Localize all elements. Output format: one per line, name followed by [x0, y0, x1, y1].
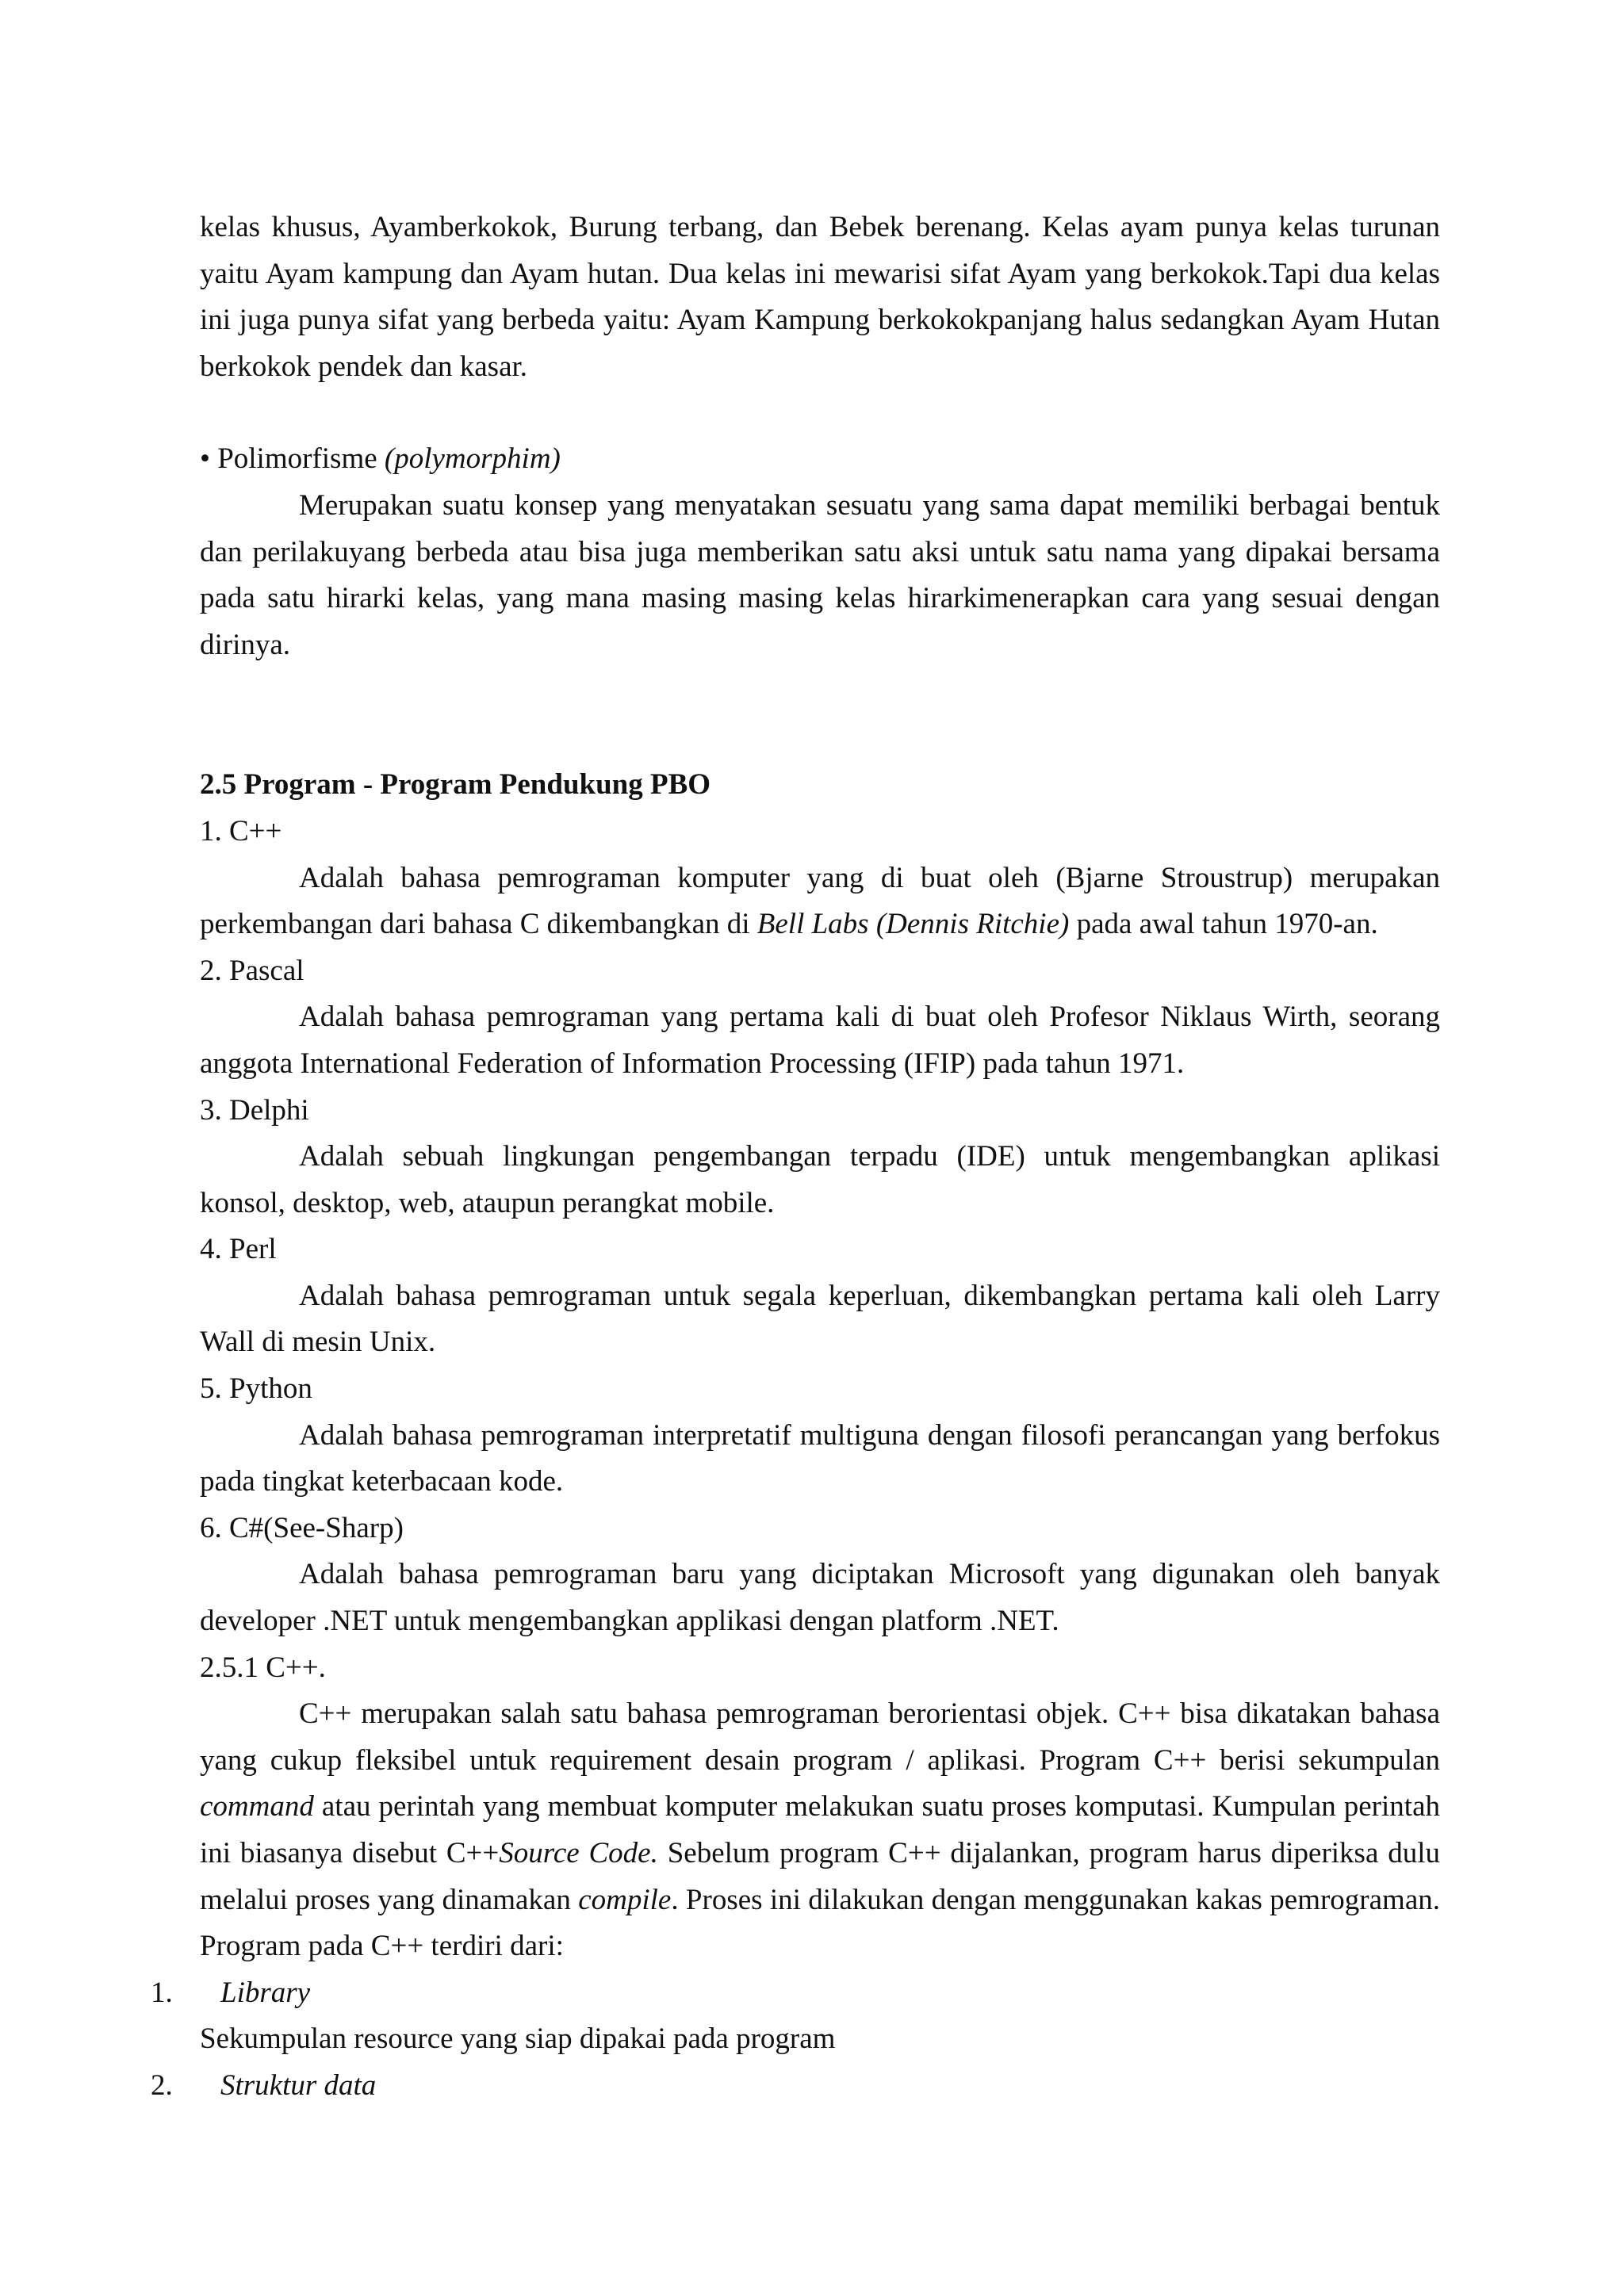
program-title-cpp: 1. C++: [200, 814, 282, 848]
list-label: Struktur data: [220, 2068, 377, 2102]
program-title-perl: 4. Perl: [200, 1233, 277, 1266]
polimorfisme-bullet: • Polimorfisme: [200, 442, 385, 476]
intro-paragraph: kelas khusus, Ayamberkokok, Burung terbang, dan Bebek berenang. Kelas ayam punya kelas turunan yaitu Ayam kampung dan Ayam hutan. Dua kelas ini mewarisi sifat Ayam yang berkokok.Tapi dua kelas ini juga punya sifat yang berbeda yaitu: Ayam Kampung berkokokpanjang halus sedangkan Ayam Hutan berkokok pendek dan kasar.: [200, 211, 1440, 383]
polimorfisme-paragraph: Merupakan suatu konsep yang menyatakan sesuatu yang sama dapat memiliki berbagai bentuk dan perilakuyang berbeda atau bisa juga memberikan satu aksi untuk satu nama yang dipakai bersama pada satu hirarki kelas, yang mana masing masing kelas hirarkimenerapkan cara yang sesuai dengan dirinya.: [200, 488, 1440, 661]
program-desc-python: Adalah bahasa pemrograman interpretatif multiguna dengan filosofi perancangan yang berfokus pada tingkat keterbacaan kode.: [200, 1418, 1440, 1498]
section-heading: 2.5 Program - Program Pendukung PBO: [200, 768, 711, 802]
spacer: [200, 668, 1440, 762]
program-desc-cpp: Adalah bahasa pemrograman komputer yang di buat oleh (Bjarne Stroustrup) merupakan perkembangan dari bahasa C dikembangkan di Bell Labs (Dennis Ritchie) pada awal tahun 1970-an.: [200, 861, 1440, 941]
term-compile: compile: [578, 1883, 672, 1916]
list-item-desc: Sekumpulan resource yang siap dipakai pada program: [200, 2022, 836, 2056]
term-source-code: Source Code.: [499, 1837, 658, 1869]
list-number: 2.: [151, 2068, 173, 2102]
list-number: 1.: [151, 1976, 173, 2009]
program-desc-pascal: Adalah bahasa pemrograman yang pertama kali di buat oleh Profesor Niklaus Wirth, seorang anggota International Federation of Information Processing (IFIP) pada tahun 1971.: [200, 1001, 1440, 1080]
subsection-paragraph: C++ merupakan salah satu bahasa pemrograman berorientasi objek. C++ bisa dikatakan bahasa yang cukup fleksibel untuk requirement desain program / aplikasi. Program C++ berisi sekumpulan command atau perintah yang membuat komputer melakukan suatu proses komputasi. Kumpulan perintah ini biasanya disebut C++Source Code. Sebelum program C++ dijalankan, program harus diperiksa dulu melalui proses yang dinamakan compile. Proses ini dilakukan dengan menggunakan kakas pemrograman. Program pada C++ terdiri dari:: [200, 1697, 1440, 1963]
program-title-pascal: 2. Pascal: [200, 954, 304, 987]
program-desc-cpp-italic: Bell Labs (Dennis Ritchie): [756, 908, 1070, 941]
program-desc-csharp: Adalah bahasa pemrograman baru yang diciptakan Microsoft yang digunakan oleh banyak developer .NET untuk mengembangkan applikasi dengan platform .NET.: [200, 1558, 1440, 1638]
program-desc-delphi: Adalah sebuah lingkungan pengembangan terpadu (IDE) untuk mengembangkan aplikasi konsol, desktop, web, ataupun perangkat mobile.: [200, 1140, 1440, 1219]
subsection-title: 2.5.1 C++.: [200, 1651, 326, 1684]
program-title-csharp: 6. C#(See-Sharp): [200, 1511, 404, 1544]
term-command: command: [200, 1790, 314, 1823]
list-item: [151, 2063, 1440, 2110]
spacer: [200, 390, 1440, 436]
list-item: [151, 1970, 1440, 2017]
program-title-python: 5. Python: [200, 1372, 312, 1406]
page-content: [151, 205, 1440, 2110]
program-title-delphi: 3. Delphi: [200, 1093, 309, 1127]
list-label: Library: [220, 1976, 311, 2009]
polimorfisme-term: (polymorphim): [384, 442, 561, 476]
program-desc-perl: Adalah bahasa pemrograman untuk segala keperluan, dikembangkan pertama kali oleh Larry Wall di mesin Unix.: [200, 1279, 1440, 1359]
polimorfisme-heading: [200, 436, 1440, 483]
